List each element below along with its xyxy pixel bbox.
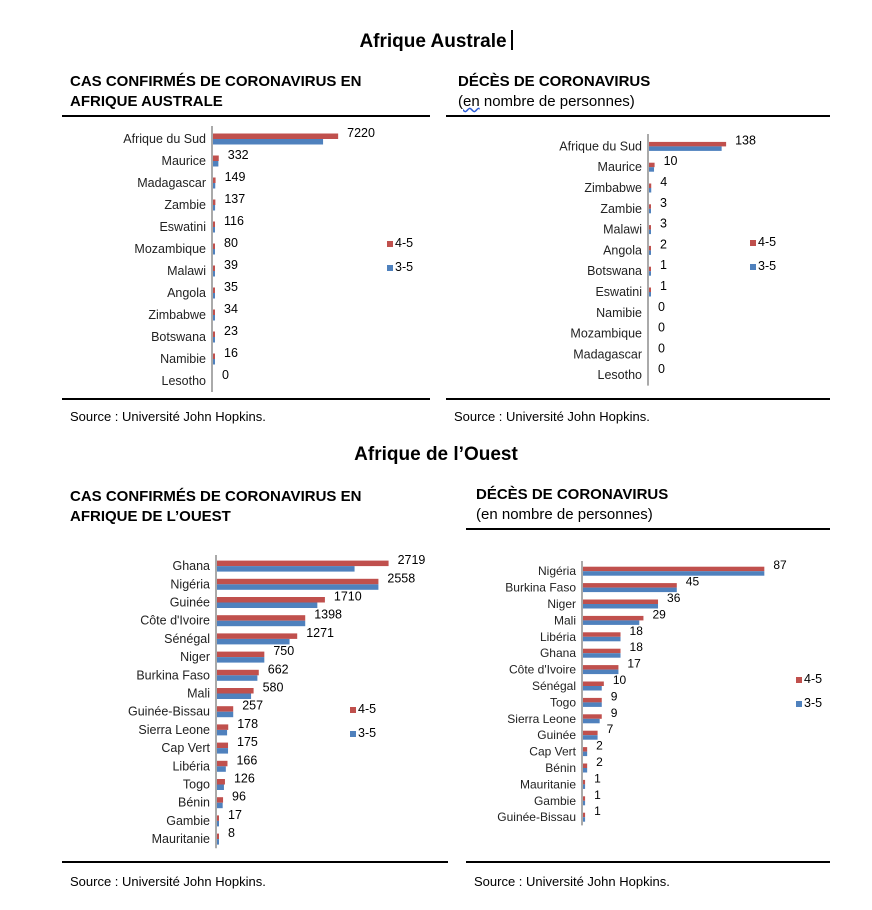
category-label: Madagascar — [573, 347, 642, 362]
bar-4-5 — [217, 724, 228, 730]
bar-4-5 — [583, 567, 764, 572]
bar-4-5 — [649, 163, 655, 168]
bar-4-5 — [217, 706, 233, 712]
category-label: Mozambique — [570, 326, 642, 341]
chart-title-line2 — [458, 92, 650, 112]
category-label: Maurice — [161, 154, 206, 168]
bar-4-5 — [583, 780, 585, 785]
data-label: 10 — [612, 673, 627, 687]
legend-swatch — [350, 707, 356, 713]
data-label: 10 — [663, 154, 678, 169]
legend-swatch — [387, 265, 393, 271]
source-note: Source : Université John Hopkins. — [454, 409, 650, 424]
category-label: Niger — [547, 597, 576, 611]
bar-4-5 — [217, 597, 325, 603]
bar-3-5 — [583, 801, 585, 806]
legend-label: 3-5 — [358, 726, 377, 740]
category-label: Afrique du Sud — [123, 132, 206, 146]
category-label: Togo — [549, 695, 576, 710]
bar-3-5 — [649, 188, 651, 193]
data-label: 2 — [660, 237, 667, 252]
category-label: Libéria — [172, 759, 210, 774]
bar-3-5 — [649, 209, 651, 214]
legend-label: 3-5 — [758, 259, 777, 273]
bar-3-5 — [213, 249, 215, 255]
category-label: Maurice — [597, 160, 642, 175]
bar-3-5 — [213, 139, 323, 145]
section-title-southern-africa — [0, 30, 872, 53]
category-label: Guinée — [537, 728, 576, 743]
category-label: Sénégal — [531, 679, 576, 693]
category-label: Guinée — [169, 595, 210, 610]
category-label: Ghana — [172, 559, 210, 574]
bar-4-5 — [649, 204, 651, 209]
data-label: 18 — [629, 640, 643, 655]
bar-4-5 — [213, 200, 215, 206]
data-label: 2558 — [387, 571, 416, 586]
bar-4-5 — [583, 813, 585, 818]
category-label: Mauritanie — [519, 777, 576, 792]
data-label: 7220 — [347, 126, 375, 140]
category-label: Sénégal — [164, 631, 210, 646]
bar-4-5 — [213, 310, 215, 316]
bar-4-5 — [649, 246, 651, 251]
chart-title-line1: CAS CONFIRMÉS DE CORONAVIRUS EN — [70, 488, 362, 505]
category-label: Malawi — [167, 264, 206, 278]
category-label: Sierra Leone — [507, 711, 576, 726]
legend-swatch — [350, 731, 356, 737]
legend-label: 4-5 — [804, 672, 823, 686]
bar-3-5 — [583, 752, 587, 757]
bar-3-5 — [217, 821, 219, 827]
title-paren: ( — [458, 93, 463, 110]
bar-4-5 — [213, 266, 215, 272]
chart-title — [476, 485, 668, 525]
section-title-west-africa — [0, 444, 872, 466]
category-label: Sierra Leone — [138, 722, 210, 737]
data-label: 137 — [224, 192, 246, 206]
category-label: Côte d'Ivoire — [509, 662, 576, 677]
bar-3-5 — [583, 588, 677, 593]
bar-3-5 — [217, 712, 233, 718]
category-label: Togo — [182, 777, 210, 792]
chart-panel-southern-cases — [62, 72, 430, 432]
chart-title-line2: (en nombre de personnes) — [476, 506, 653, 523]
bar-3-5 — [583, 571, 764, 576]
title-rest: nombre de personnes) — [479, 93, 635, 110]
data-label: 17 — [627, 656, 641, 671]
bar-4-5 — [213, 288, 215, 294]
category-label: Nigéria — [537, 564, 576, 579]
data-label: 2 — [596, 755, 603, 769]
data-label: 175 — [237, 735, 258, 750]
data-label: 662 — [267, 662, 289, 677]
chart-panel-southern-deaths — [446, 72, 830, 432]
bar-3-5 — [213, 227, 215, 233]
bar-4-5 — [213, 222, 215, 228]
bar-3-5 — [217, 803, 223, 809]
bar-4-5 — [217, 652, 264, 658]
category-label: Eswatini — [159, 220, 206, 234]
bar-3-5 — [213, 293, 215, 299]
bar-3-5 — [649, 292, 651, 297]
bar-3-5 — [583, 817, 585, 822]
bar-3-5 — [217, 785, 224, 791]
bar-4-5 — [583, 731, 598, 736]
data-label: 0 — [658, 362, 665, 377]
bar-4-5 — [217, 670, 259, 676]
data-label: 45 — [685, 574, 700, 589]
bar-3-5 — [649, 271, 651, 276]
chart-title-line1: DÉCÈS DE CORONAVIRUS — [458, 73, 651, 90]
bar-4-5 — [583, 764, 587, 769]
category-label: Burkina Faso — [136, 668, 210, 683]
category-label: Niger — [180, 650, 210, 665]
data-label: 29 — [652, 607, 666, 622]
category-label: Angola — [603, 243, 642, 258]
bar-3-5 — [213, 161, 218, 167]
data-label: 1 — [594, 804, 601, 819]
category-label: Nigéria — [170, 577, 210, 592]
category-label: Ghana — [539, 646, 576, 661]
legend-label: 4-5 — [395, 236, 414, 250]
bar-4-5 — [213, 354, 215, 360]
chart-title-line1: CAS CONFIRMÉS DE CORONAVIRUS EN — [70, 73, 362, 90]
bar-chart — [62, 122, 430, 394]
legend-swatch — [796, 677, 802, 683]
category-label: Gambie — [166, 813, 210, 828]
bar-3-5 — [213, 183, 215, 189]
bar-4-5 — [583, 600, 658, 605]
bar-3-5 — [583, 686, 602, 691]
bar-4-5 — [649, 267, 651, 272]
bar-chart — [466, 560, 830, 840]
bar-chart — [62, 553, 448, 853]
bar-4-5 — [583, 682, 604, 687]
title-rule — [62, 115, 430, 117]
data-label: 34 — [224, 302, 238, 316]
legend-swatch — [750, 264, 756, 270]
bar-4-5 — [583, 649, 621, 654]
bar-4-5 — [217, 615, 305, 621]
bar-4-5 — [649, 142, 726, 147]
data-label: 0 — [658, 299, 665, 314]
legend-swatch — [387, 241, 393, 247]
data-label: 80 — [224, 236, 238, 250]
bar-4-5 — [213, 332, 215, 338]
category-label: Zimbabwe — [584, 181, 642, 195]
data-label: 87 — [773, 558, 787, 573]
bar-4-5 — [583, 583, 677, 588]
data-label: 1710 — [333, 589, 362, 604]
category-label: Eswatini — [595, 285, 642, 299]
data-label: 9 — [610, 689, 618, 704]
category-label: Madagascar — [137, 176, 206, 190]
source-rule — [446, 398, 830, 400]
bar-3-5 — [217, 675, 257, 681]
bar-4-5 — [583, 632, 621, 637]
bar-3-5 — [217, 839, 219, 845]
bar-4-5 — [583, 665, 618, 670]
category-label: Bénin — [178, 795, 210, 810]
bar-3-5 — [213, 315, 215, 321]
legend-label: 3-5 — [395, 260, 414, 274]
category-label: Zambie — [600, 201, 642, 216]
category-label: Guinée-Bissau — [497, 810, 576, 825]
chart-panel-west-deaths — [466, 485, 830, 897]
title-rule — [446, 115, 830, 117]
category-label: Angola — [167, 286, 206, 300]
category-label: Namibie — [596, 305, 642, 320]
category-label: Cap Vert — [529, 744, 576, 759]
category-label: Bénin — [545, 761, 576, 775]
data-label: 0 — [222, 368, 229, 382]
bar-4-5 — [583, 698, 602, 703]
bar-3-5 — [583, 784, 585, 789]
source-rule — [62, 398, 430, 400]
data-label: 0 — [658, 320, 665, 335]
bar-3-5 — [649, 250, 651, 255]
category-label: Malawi — [603, 222, 642, 237]
category-label: Libéria — [539, 629, 576, 644]
data-label: 2719 — [397, 553, 426, 568]
spellcheck-word: en — [463, 93, 480, 110]
chart-title-line1: DÉCÈS DE CORONAVIRUS — [476, 486, 669, 503]
bar-4-5 — [217, 797, 223, 803]
data-label: 1 — [594, 771, 601, 786]
category-label: Burkina Faso — [505, 580, 576, 595]
section-title-text: Afrique de l’Ouest — [354, 444, 518, 465]
data-label: 0 — [658, 341, 665, 356]
bar-3-5 — [649, 230, 651, 235]
bar-4-5 — [213, 178, 216, 184]
bar-4-5 — [213, 134, 338, 140]
bar-3-5 — [583, 637, 621, 642]
bar-4-5 — [217, 743, 228, 749]
data-label: 2 — [596, 738, 603, 753]
text-cursor — [511, 30, 513, 50]
bar-4-5 — [583, 714, 602, 719]
source-rule — [466, 861, 830, 863]
category-label: Afrique du Sud — [559, 139, 642, 154]
bar-4-5 — [217, 633, 297, 639]
bar-3-5 — [583, 604, 658, 609]
chart-title-line2: AFRIQUE DE L’OUEST — [70, 508, 231, 525]
data-label: 126 — [233, 771, 255, 786]
source-note: Source : Université John Hopkins. — [70, 409, 266, 424]
data-label: 23 — [224, 324, 238, 338]
legend-label: 4-5 — [758, 235, 777, 249]
data-label: 3 — [660, 195, 667, 210]
bar-3-5 — [217, 766, 226, 772]
bar-3-5 — [213, 359, 215, 365]
data-label: 116 — [224, 214, 244, 228]
source-rule — [62, 861, 448, 863]
bar-3-5 — [583, 702, 602, 707]
data-label: 166 — [236, 753, 258, 768]
bar-3-5 — [217, 748, 228, 754]
category-label: Gambie — [533, 793, 576, 808]
bar-4-5 — [217, 688, 254, 694]
category-label: Botswana — [151, 330, 206, 344]
data-label: 257 — [242, 698, 264, 713]
data-label: 580 — [262, 680, 284, 695]
bar-4-5 — [649, 225, 651, 230]
bar-3-5 — [583, 719, 600, 724]
bar-3-5 — [217, 566, 355, 572]
category-label: Mali — [187, 686, 210, 701]
bar-3-5 — [217, 603, 317, 609]
source-note: Source : Université John Hopkins. — [70, 874, 266, 889]
chart-title — [458, 72, 650, 112]
category-label: Mali — [553, 613, 576, 628]
bar-4-5 — [583, 747, 587, 752]
legend-label: 3-5 — [804, 696, 823, 710]
data-label: 35 — [224, 280, 238, 294]
category-label: Cap Vert — [161, 741, 210, 756]
bar-3-5 — [649, 167, 654, 172]
data-label: 18 — [629, 623, 643, 638]
bar-3-5 — [213, 337, 215, 343]
bar-4-5 — [649, 288, 651, 293]
category-label: Zambie — [164, 198, 206, 212]
data-label: 750 — [273, 644, 295, 659]
bar-4-5 — [217, 579, 378, 585]
category-label: Mauritanie — [151, 832, 210, 847]
data-label: 149 — [224, 170, 246, 184]
chart-title — [70, 487, 361, 527]
data-label: 1398 — [314, 607, 343, 622]
bar-4-5 — [583, 616, 643, 621]
bar-3-5 — [213, 205, 215, 211]
category-label: Lesotho — [161, 374, 206, 388]
category-label: Côte d'Ivoire — [140, 613, 210, 628]
data-label: 39 — [224, 258, 238, 272]
category-label: Botswana — [587, 264, 642, 279]
data-label: 9 — [610, 705, 618, 720]
data-label: 1 — [660, 258, 667, 273]
bar-3-5 — [217, 730, 227, 736]
bar-4-5 — [217, 834, 219, 840]
legend-label: 4-5 — [358, 702, 377, 716]
data-label: 96 — [232, 789, 246, 804]
chart-panel-west-cases — [62, 487, 448, 897]
chart-title-line2: AFRIQUE AUSTRALE — [70, 93, 223, 110]
data-label: 17 — [228, 807, 242, 822]
bar-3-5 — [213, 271, 215, 277]
bar-4-5 — [649, 184, 651, 189]
source-note: Source : Université John Hopkins. — [474, 874, 670, 889]
chart-title — [70, 72, 361, 112]
data-label: 7 — [606, 722, 614, 737]
category-label: Lesotho — [597, 368, 642, 383]
bar-4-5 — [217, 561, 389, 567]
bar-3-5 — [583, 653, 621, 658]
bar-chart — [446, 122, 830, 394]
data-label: 8 — [228, 826, 235, 841]
bar-3-5 — [217, 621, 305, 627]
data-label: 4 — [660, 175, 668, 189]
legend-swatch — [750, 240, 756, 246]
data-label: 16 — [224, 346, 238, 360]
section-title-text: Afrique Australe — [359, 31, 507, 52]
data-label: 138 — [735, 133, 756, 148]
bar-4-5 — [213, 156, 219, 162]
category-label: Zimbabwe — [148, 308, 206, 322]
bar-4-5 — [217, 779, 225, 785]
data-label: 3 — [660, 216, 667, 231]
data-label: 36 — [667, 591, 681, 605]
bar-3-5 — [649, 146, 722, 151]
bar-3-5 — [217, 657, 264, 663]
category-label: Namibie — [160, 352, 206, 366]
data-label: 178 — [237, 716, 259, 731]
category-label: Guinée-Bissau — [128, 704, 210, 719]
legend-swatch — [796, 701, 802, 707]
category-label: Mozambique — [134, 242, 206, 256]
title-rule — [466, 528, 830, 530]
data-label: 1 — [594, 787, 601, 802]
bar-4-5 — [217, 815, 219, 821]
bar-4-5 — [217, 761, 227, 767]
data-label: 1271 — [306, 625, 335, 640]
data-label: 1 — [660, 279, 667, 293]
bar-3-5 — [583, 768, 587, 773]
bar-4-5 — [583, 796, 585, 801]
bar-4-5 — [213, 244, 215, 250]
data-label: 332 — [227, 148, 249, 162]
